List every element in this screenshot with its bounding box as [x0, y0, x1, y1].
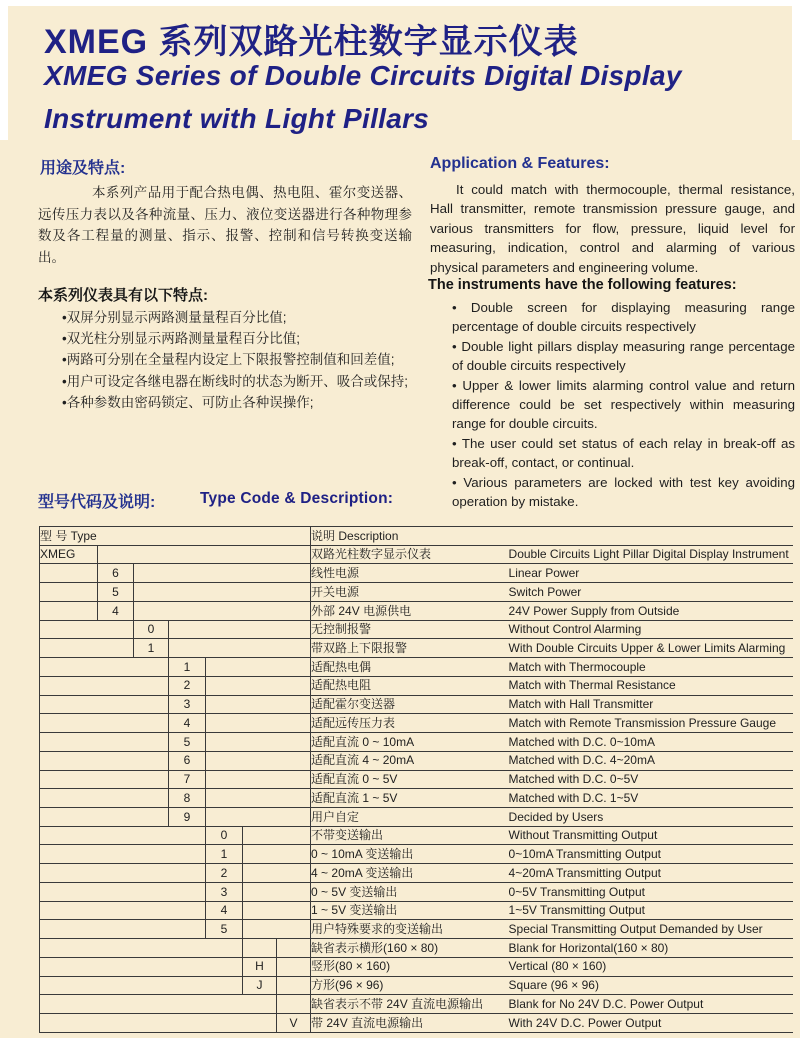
table-row — [40, 751, 793, 770]
code-spacer-cell — [40, 808, 169, 827]
code-filler-cell — [243, 920, 311, 939]
type-code-table — [39, 526, 793, 1033]
code-cell: 1 — [169, 658, 206, 677]
code-cell — [277, 995, 311, 1014]
code-cell: 0 — [206, 826, 243, 845]
right-feature-list — [452, 298, 795, 511]
table-row — [40, 845, 793, 864]
table-row — [40, 1014, 793, 1033]
description-chinese-cell: 缺省表示横形(160 × 80) — [311, 939, 509, 958]
description-english-cell: Matched with D.C. 4~20mA — [509, 751, 793, 770]
description-english-cell: 4~20mA Transmitting Output — [509, 864, 793, 883]
code-filler-cell — [206, 770, 311, 789]
code-spacer-cell — [40, 770, 169, 789]
code-spacer-cell — [40, 976, 243, 995]
code-cell: 6 — [98, 564, 134, 583]
code-cell: V — [277, 1014, 311, 1033]
table-row — [40, 882, 793, 901]
code-filler-cell — [243, 864, 311, 883]
code-cell: 4 — [98, 601, 134, 620]
code-filler-cell — [206, 751, 311, 770]
code-spacer-cell — [40, 639, 134, 658]
code-spacer-cell — [40, 751, 169, 770]
code-spacer-cell — [40, 695, 169, 714]
description-chinese-cell: 适配霍尔变送器 — [311, 695, 509, 714]
description-chinese-cell: 线性电源 — [311, 564, 509, 583]
feature-item: • Various parameters are locked with test key avoiding operation by mistake. — [452, 474, 795, 510]
scan-edge-right — [792, 0, 800, 140]
description-chinese-cell: 适配热电偶 — [311, 658, 509, 677]
table-row — [40, 901, 793, 920]
code-spacer-cell — [40, 939, 243, 958]
scan-edge-left — [0, 0, 8, 140]
description-chinese-cell: 用户自定 — [311, 808, 509, 827]
code-cell: 5 — [169, 733, 206, 752]
code-spacer-cell — [40, 564, 98, 583]
description-english-cell: Square (96 × 96) — [509, 976, 793, 995]
table-row — [40, 658, 793, 677]
description-chinese-cell: 带 24V 直流电源输出 — [311, 1014, 509, 1033]
feature-item: • Double screen for displaying measuring range percentage of double circuits respectively — [452, 300, 795, 335]
typecode-heading-english: Type Code & Description: — [200, 490, 394, 507]
typecode-heading-chinese: 型号代码及说明: — [38, 494, 156, 511]
code-cell: 7 — [169, 770, 206, 789]
code-filler-cell — [206, 808, 311, 827]
table-row — [40, 957, 793, 976]
code-filler-cell — [206, 733, 311, 752]
feature-item: •双屏分别显示两路测量量程百分比值; — [62, 310, 287, 325]
code-cell: 8 — [169, 789, 206, 808]
code-filler-cell — [277, 957, 311, 976]
description-chinese-cell: 4 ~ 20mA 变送输出 — [311, 864, 509, 883]
table-row — [40, 920, 793, 939]
right-features-heading: The instruments have the following features: — [428, 277, 737, 293]
code-cell — [243, 939, 277, 958]
code-spacer-cell — [40, 882, 206, 901]
description-english-cell: Double Circuits Light Pillar Digital Display Instrument — [509, 545, 793, 564]
table-row — [40, 695, 793, 714]
feature-item: •用户可设定各继电器在断线时的状态为断开、吸合或保持; — [62, 373, 408, 389]
right-intro-paragraph: It could match with thermocouple, thermal resistance, Hall transmitter, remote transmission pressure gauge, and various transmitters for flow, pressure, liquid level for measuring, indication, control and alarming of various physical parameters and engineering volume. — [430, 182, 795, 275]
description-english-cell: 0~5V Transmitting Output — [509, 882, 793, 901]
description-chinese-cell: 0 ~ 5V 变送输出 — [311, 882, 509, 901]
code-cell: J — [243, 976, 277, 995]
left-feature-list — [62, 307, 414, 413]
code-cell: 3 — [169, 695, 206, 714]
table-row — [40, 939, 793, 958]
code-spacer-cell — [40, 995, 277, 1014]
code-spacer-cell — [40, 864, 206, 883]
description-english-cell: Match with Thermal Resistance — [509, 676, 793, 695]
code-filler-cell — [169, 639, 311, 658]
code-filler-cell — [98, 545, 311, 564]
feature-item: • Upper & lower limits alarming control value and return difference could be set respectively within measuring range for double circuits. — [452, 377, 795, 432]
description-chinese-cell: 双路光柱数字显示仪表 — [311, 545, 509, 564]
description-english-cell: With 24V D.C. Power Output — [509, 1014, 793, 1033]
code-spacer-cell — [40, 658, 169, 677]
left-section-heading: 用途及特点: — [40, 160, 126, 177]
code-cell: 2 — [206, 864, 243, 883]
description-english-cell: Matched with D.C. 1~5V — [509, 789, 793, 808]
description-chinese-cell: 开关电源 — [311, 583, 509, 602]
description-chinese-cell: 适配直流 1 ~ 5V — [311, 789, 509, 808]
code-spacer-cell — [40, 845, 206, 864]
table-row — [40, 808, 793, 827]
code-spacer-cell — [40, 826, 206, 845]
code-spacer-cell — [40, 620, 134, 639]
description-english-cell: Blank for No 24V D.C. Power Output — [509, 995, 793, 1014]
table-row — [40, 639, 793, 658]
description-english-cell: Decided by Users — [509, 808, 793, 827]
code-filler-cell — [206, 714, 311, 733]
code-cell: 3 — [206, 882, 243, 901]
description-chinese-cell: 适配远传压力表 — [311, 714, 509, 733]
code-spacer-cell — [40, 714, 169, 733]
code-spacer-cell — [40, 789, 169, 808]
code-filler-cell — [277, 939, 311, 958]
feature-item: •双光柱分别显示两路测量量程百分比值; — [62, 331, 300, 347]
code-filler-cell — [206, 658, 311, 677]
code-cell: 5 — [98, 583, 134, 602]
table-row — [40, 676, 793, 695]
code-filler-cell — [169, 620, 311, 639]
table-row — [40, 583, 793, 602]
code-spacer-cell — [40, 901, 206, 920]
description-english-cell: Linear Power — [509, 564, 793, 583]
page-title-english-line1: XMEG Series of Double Circuits Digital Display — [44, 60, 682, 91]
code-spacer-cell — [40, 957, 243, 976]
code-filler-cell — [277, 976, 311, 995]
description-english-cell: 0~10mA Transmitting Output — [509, 845, 793, 864]
code-cell: 9 — [169, 808, 206, 827]
table-row — [40, 601, 793, 620]
table-row — [40, 826, 793, 845]
table-header-row — [40, 527, 793, 546]
code-filler-cell — [134, 601, 311, 620]
description-chinese-cell: 无控制报警 — [311, 620, 509, 639]
description-chinese-cell: 适配直流 0 ~ 10mA — [311, 733, 509, 752]
code-cell: XMEG — [40, 545, 98, 564]
code-cell: 1 — [206, 845, 243, 864]
table-row — [40, 864, 793, 883]
description-english-cell: With Double Circuits Upper & Lower Limits Alarming — [509, 639, 793, 658]
description-chinese-cell: 缺省表示不带 24V 直流电源输出 — [311, 995, 509, 1014]
description-chinese-cell: 用户特殊要求的变送输出 — [311, 920, 509, 939]
code-spacer-cell — [40, 601, 98, 620]
description-english-cell: Vertical (80 × 160) — [509, 957, 793, 976]
code-filler-cell — [206, 789, 311, 808]
description-chinese-cell: 带双路上下限报警 — [311, 639, 509, 658]
table-header-description: 说明 Description — [311, 527, 793, 546]
code-cell: H — [243, 957, 277, 976]
code-cell: 1 — [134, 639, 169, 658]
code-spacer-cell — [40, 920, 206, 939]
code-filler-cell — [243, 882, 311, 901]
table-row — [40, 564, 793, 583]
page-title-english-line2: Instrument with Light Pillars — [44, 103, 430, 134]
description-chinese-cell: 外部 24V 电源供电 — [311, 601, 509, 620]
description-english-cell: 1~5V Transmitting Output — [509, 901, 793, 920]
description-english-cell: Match with Thermocouple — [509, 658, 793, 677]
description-english-cell: Special Transmitting Output Demanded by User — [509, 920, 793, 939]
description-chinese-cell: 方形(96 × 96) — [311, 976, 509, 995]
description-chinese-cell: 不带变送输出 — [311, 826, 509, 845]
code-spacer-cell — [40, 583, 98, 602]
table-row — [40, 976, 793, 995]
table-row — [40, 620, 793, 639]
code-spacer-cell — [40, 1014, 277, 1033]
code-filler-cell — [134, 583, 311, 602]
feature-item: •两路可分别在全量程内设定上下限报警控制值和回差值; — [62, 352, 395, 368]
description-chinese-cell: 适配热电阻 — [311, 676, 509, 695]
code-cell: 5 — [206, 920, 243, 939]
description-english-cell: Match with Remote Transmission Pressure Gauge — [509, 714, 793, 733]
table-row — [40, 770, 793, 789]
code-spacer-cell — [40, 733, 169, 752]
right-section-heading: Application & Features: — [430, 155, 610, 172]
code-filler-cell — [134, 564, 311, 583]
code-cell: 4 — [169, 714, 206, 733]
code-filler-cell — [206, 695, 311, 714]
table-row — [40, 995, 793, 1014]
feature-item: • The user could set status of each relay in break-off as break-off, contact, or continual. — [452, 435, 795, 471]
page-title-chinese: XMEG 系列双路光柱数字显示仪表 — [44, 23, 579, 61]
description-english-cell: Without Control Alarming — [509, 620, 793, 639]
code-cell: 4 — [206, 901, 243, 920]
description-chinese-cell: 适配直流 0 ~ 5V — [311, 770, 509, 789]
code-filler-cell — [243, 901, 311, 920]
table-row — [40, 714, 793, 733]
description-english-cell: Without Transmitting Output — [509, 826, 793, 845]
description-english-cell: Match with Hall Transmitter — [509, 695, 793, 714]
description-english-cell: Switch Power — [509, 583, 793, 602]
left-features-heading: 本系列仪表具有以下特点: — [38, 287, 208, 304]
description-chinese-cell: 竖形(80 × 160) — [311, 957, 509, 976]
table-header-type: 型 号 Type — [40, 527, 311, 546]
feature-item: •各种参数由密码锁定、可防止各种误操作; — [62, 394, 314, 410]
left-intro-paragraph: 本系列产品用于配合热电偶、热电阻、霍尔变送器、远传压力表以及各种流量、压力、液位变送器进行各种物理参数及各工程量的测量、指示、报警、控制和信号转换变送输出。 — [38, 185, 412, 265]
description-english-cell: Matched with D.C. 0~5V — [509, 770, 793, 789]
description-english-cell: Blank for Horizontal(160 × 80) — [509, 939, 793, 958]
code-cell: 0 — [134, 620, 169, 639]
code-cell: 2 — [169, 676, 206, 695]
description-chinese-cell: 0 ~ 10mA 变送输出 — [311, 845, 509, 864]
description-chinese-cell: 适配直流 4 ~ 20mA — [311, 751, 509, 770]
description-english-cell: 24V Power Supply from Outside — [509, 601, 793, 620]
scan-edge-top — [0, 0, 800, 6]
table-row — [40, 545, 793, 564]
code-filler-cell — [243, 826, 311, 845]
code-cell: 6 — [169, 751, 206, 770]
type-code-table-wrap — [39, 526, 792, 1033]
table-row — [40, 789, 793, 808]
feature-item: • Double light pillars display measuring range percentage of double circuits respectively — [452, 338, 795, 374]
description-english-cell: Matched with D.C. 0~10mA — [509, 733, 793, 752]
code-spacer-cell — [40, 676, 169, 695]
code-filler-cell — [243, 845, 311, 864]
table-row — [40, 733, 793, 752]
description-chinese-cell: 1 ~ 5V 变送输出 — [311, 901, 509, 920]
code-filler-cell — [206, 676, 311, 695]
